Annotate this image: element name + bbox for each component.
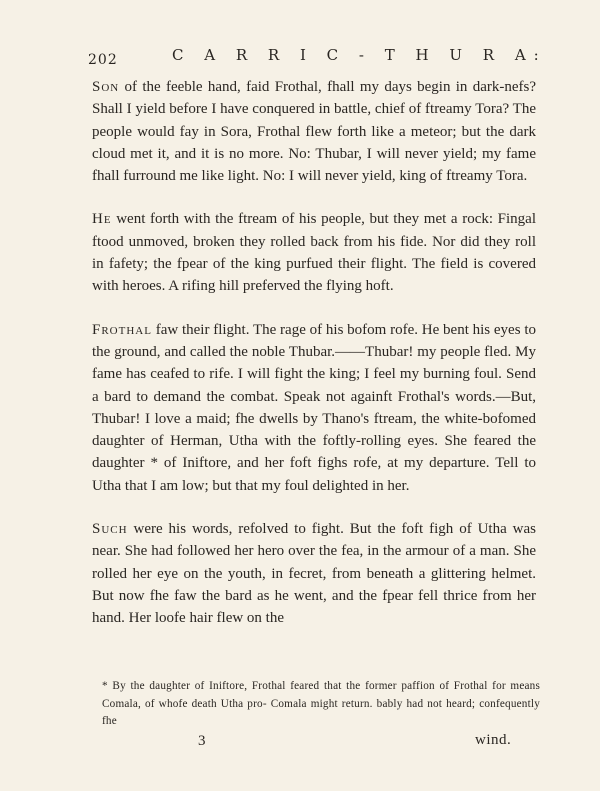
footnote bbox=[102, 678, 540, 731]
paragraph bbox=[92, 208, 536, 297]
paragraph-text: were his words, refolved to fight. But the foft figh of Utha was near. She had followed her hero over the fea, in the armour of a man. She rolled her eye on the youth, in fecret, from beneath a glittering helmet. But now fhe faw the bard as he went, and the fpear fell thrice from her hand. Her loofe hair flew on the bbox=[92, 521, 536, 627]
catchword: wind. bbox=[475, 732, 512, 748]
paragraph-text: of the feeble hand, faid Frothal, fhall my days begin in dark-nefs? Shall I yield before I have conquered in battle, chief of ftreamy Tora? The people would fay in Sora, Frothal flew forth like a meteor; but the dark cloud met it, and it is no more. No: Thubar, I will never yield; my fame fhall furround me like light. No: I will never yield, king of ftreamy Tora. bbox=[92, 79, 536, 185]
paragraph bbox=[92, 518, 536, 629]
paragraph bbox=[92, 319, 536, 497]
paragraph-lead: Frothal bbox=[92, 321, 152, 338]
paragraph-lead: He bbox=[92, 211, 112, 228]
footnote-text: * By the daughter of Iniftore, Frothal feared that the former paffion of Frothal for means Comala, of whofe death Utha pro- Comala might return. bably had not heard; confequently fhe bbox=[102, 680, 540, 727]
paragraph-text: faw their flight. The rage of his bofom rofe. He bent his eyes to the ground, and called the noble Thubar.——Thubar! my people fled. My fame has ceafed to rife. I will fight the king; I feel my burning foul. Send a bard to demand the combat. Speak not againft Frothal's words.—But, Thubar! I love a maid; fhe dwells by Thano's ftream, the white-bofomed daughter of Herman, Utha with the foftly-rolling eyes. She feared the daughter * of Iniftore, and her foft fighs rofe, at my departure. Tell to Utha that I am low; but that my foul delighted in her. bbox=[92, 321, 536, 494]
paragraph-text: went forth with the ftream of his people, but they met a rock: Fingal ftood unmoved, broken they rolled back from his fide. Nor did they roll in fafety; the fpear of the king purfued their flight. The field is covered with heroes. A rifing hill preferved the flying hoft. bbox=[92, 211, 536, 295]
paragraph-lead: Son bbox=[92, 79, 120, 95]
running-title: C A R R I C - T H U R A: bbox=[172, 46, 547, 64]
body-text bbox=[92, 76, 536, 651]
paragraph bbox=[92, 76, 536, 187]
paragraph-lead: Such bbox=[92, 521, 128, 538]
page-number: 202 bbox=[88, 52, 118, 68]
signature-mark: 3 bbox=[198, 733, 206, 749]
